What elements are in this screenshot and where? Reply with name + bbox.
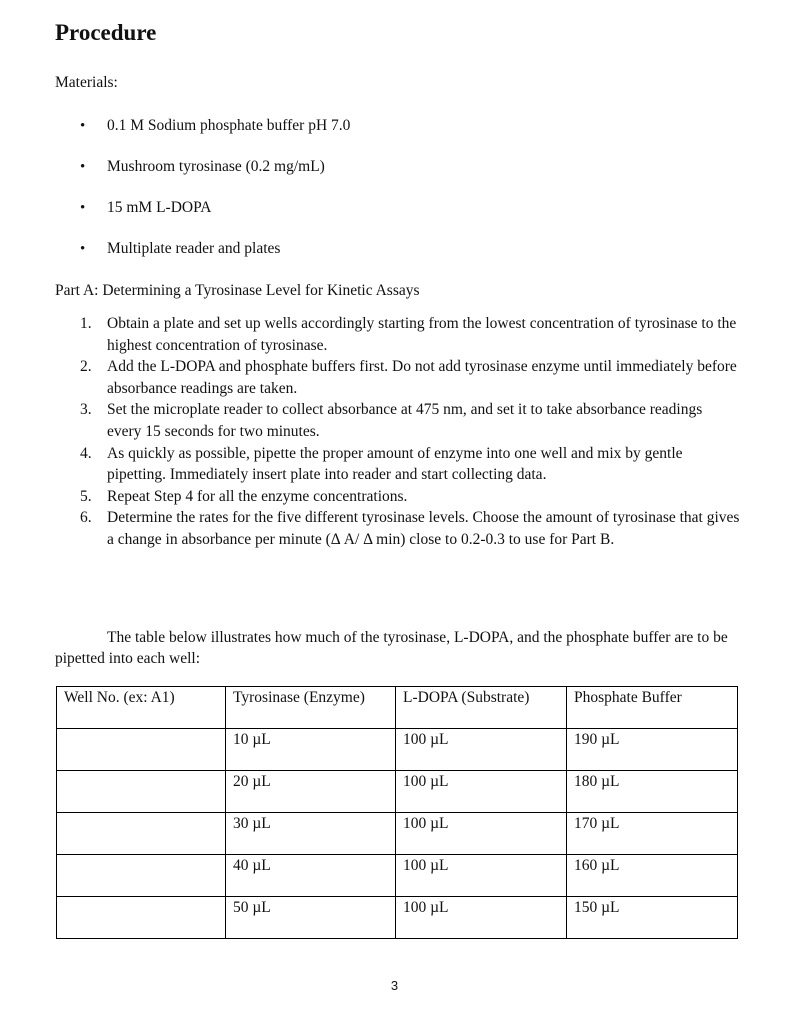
bullet-icon: •	[80, 241, 86, 257]
cell-tyrosinase: 20 µL	[226, 771, 396, 813]
header-l-dopa: L-DOPA (Substrate)	[396, 687, 567, 729]
step-item	[0, 443, 740, 486]
cell-l-dopa: 100 µL	[396, 771, 567, 813]
step-number: 6.	[80, 509, 92, 527]
step-number: 4.	[80, 444, 92, 462]
table-row	[57, 897, 738, 939]
step-text: Determine the rates for the five different tyrosinase levels. Choose the amount of tyrosinase that gives a change in absorbance per minute (Δ A/ Δ min) close to 0.2-0.3 to use for Part B.	[107, 509, 740, 548]
step-number: 3.	[80, 401, 92, 419]
cell-well-no[interactable]	[57, 771, 226, 813]
bullet-icon: •	[80, 159, 86, 175]
step-text: Obtain a plate and set up wells accordingly starting from the lowest concentration of tyrosinase to the highest concentration of tyrosinase.	[107, 315, 737, 354]
step-number: 2.	[80, 358, 92, 376]
material-text: Multiplate reader and plates	[107, 240, 281, 257]
bullet-icon: •	[80, 200, 86, 216]
table-intro-paragraph: The table below illustrates how much of the tyrosinase, L-DOPA, and the phosphate buffer are to be pipetted into each well:	[55, 629, 728, 667]
cell-phosphate-buffer: 180 µL	[567, 771, 738, 813]
header-phosphate-buffer: Phosphate Buffer	[567, 687, 738, 729]
bullet-icon: •	[80, 118, 86, 134]
table-row	[57, 771, 738, 813]
step-item	[0, 486, 740, 508]
cell-well-no[interactable]	[57, 855, 226, 897]
material-text: 0.1 M Sodium phosphate buffer pH 7.0	[107, 117, 351, 134]
pipetting-table	[56, 686, 738, 939]
material-text: 15 mM L-DOPA	[107, 199, 212, 216]
table-row	[57, 813, 738, 855]
cell-well-no[interactable]	[57, 729, 226, 771]
page-title: Procedure	[55, 20, 157, 45]
cell-phosphate-buffer: 160 µL	[567, 855, 738, 897]
cell-l-dopa: 100 µL	[396, 729, 567, 771]
materials-heading: Materials:	[55, 74, 118, 91]
cell-tyrosinase: 40 µL	[226, 855, 396, 897]
page-number: 3	[390, 978, 399, 993]
procedure-steps	[0, 313, 740, 551]
cell-l-dopa: 100 µL	[396, 813, 567, 855]
step-text: As quickly as possible, pipette the proper amount of enzyme into one well and mix by gentle pipetting. Immediately insert plate into reader and start collecting data.	[107, 444, 683, 484]
cell-phosphate-buffer: 150 µL	[567, 897, 738, 939]
cell-well-no[interactable]	[57, 897, 226, 939]
material-text: Mushroom tyrosinase (0.2 mg/mL)	[107, 158, 325, 175]
step-item	[0, 507, 740, 550]
header-well-no: Well No. (ex: A1)	[57, 687, 226, 729]
step-number: 1.	[80, 315, 92, 332]
table-row	[57, 855, 738, 897]
cell-l-dopa: 100 µL	[396, 897, 567, 939]
cell-well-no[interactable]	[57, 813, 226, 855]
table-header-row	[57, 687, 738, 729]
step-text: Repeat Step 4 for all the enzyme concentrations.	[107, 487, 408, 505]
step-number: 5.	[80, 487, 92, 505]
cell-tyrosinase: 10 µL	[226, 729, 396, 771]
step-text: Add the L-DOPA and phosphate buffers first. Do not add tyrosinase enzyme until immediately before absorbance readings are taken.	[107, 358, 737, 397]
part-a-heading: Part A: Determining a Tyrosinase Level for Kinetic Assays	[55, 282, 420, 299]
header-tyrosinase: Tyrosinase (Enzyme)	[226, 687, 396, 729]
table-row	[57, 729, 738, 771]
cell-tyrosinase: 30 µL	[226, 813, 396, 855]
cell-phosphate-buffer: 170 µL	[567, 813, 738, 855]
step-text: Set the microplate reader to collect absorbance at 475 nm, and set it to take absorbance readings every 15 seconds for two minutes.	[107, 401, 703, 440]
step-item	[0, 313, 740, 356]
cell-l-dopa: 100 µL	[396, 855, 567, 897]
cell-phosphate-buffer: 190 µL	[567, 729, 738, 771]
step-item	[0, 399, 740, 442]
step-item	[0, 356, 740, 399]
cell-tyrosinase: 50 µL	[226, 897, 396, 939]
